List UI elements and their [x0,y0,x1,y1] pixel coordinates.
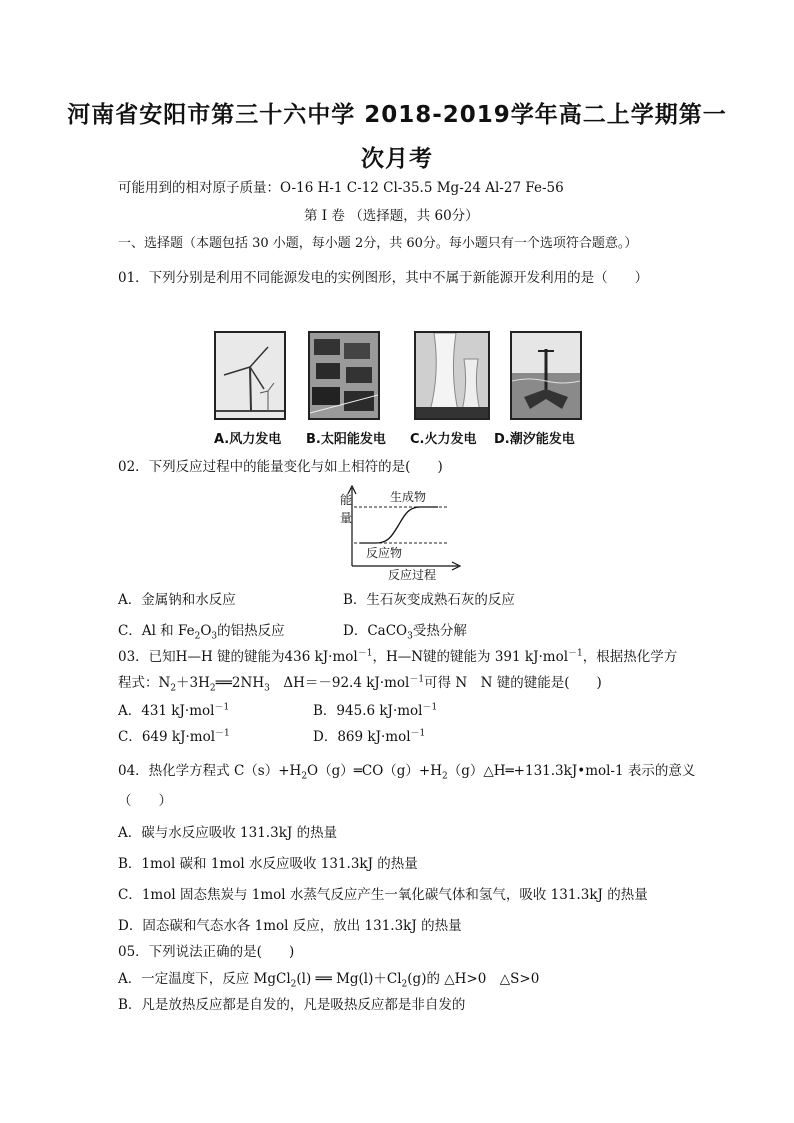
graph-product-label: 生成物 [390,490,427,504]
q04-stem-line1: 04．热化学方程式 $C(s)+H_2O(g)═CO(g)+H_2(g)\triangle H═+131.3kJ•mol-1$ 表示的意义 [118,763,696,782]
section-heading: 一、选择题（本题包括 30 小题，每小题 2分，共 60分。每小题只有一个选项符合题意。） [118,236,638,251]
solar-panel-icon [310,333,378,418]
volume-heading: 第 I 卷 （选择题，共 60分） [304,208,479,224]
q02-option-c: C．Al 和 $Fe_2O_3$的铝热反应 [118,623,285,642]
q01-caption-d: D.潮汐能发电 [494,432,575,447]
wind-turbine-icon [216,333,284,418]
q03-stem-line2: 程式：$N_2+3H_2══2NH_3$ ΔH＝－92.4 kJ·mol$^{-1}$可得 N N 键的键能是( ) [118,674,602,694]
q01-caption-c: C.火力发电 [410,432,477,447]
q02-option-d: D．CaCO$_3$受热分解 [343,623,467,642]
q05-option-b: B．凡是放热反应都是自发的，凡是吸热反应都是非自发的 [118,997,466,1013]
solar-panel-photo [308,331,380,420]
page-title: 河南省安阳市第三十六中学 2018-2019学年高二上学期第一 [67,102,727,128]
q04-option-d: D．固态碳和气态水各 1mol 反应，放出 131.3kJ 的热量 [118,918,462,934]
q04-option-b: B．1mol 碳和 1mol 水反应吸收 131.3kJ 的热量 [118,856,418,872]
graph-ylabel-1: 能 [340,493,353,507]
page-title-continued: 次月考 [361,146,433,172]
q01-caption-b: B.太阳能发电 [306,432,386,447]
tidal-power-photo [510,331,582,420]
wind-turbine-photo [214,331,286,420]
q03-option-b: B．945.6 kJ·mol$^{-1}$ [313,702,438,719]
graph-xlabel: 反应过程 [388,568,437,582]
q03-stem-line1: 03．已知H—H 键的键能为436 kJ·mol$^{-1}$，H—N键的键能为 391 kJ·mol$^{-1}$，根据热化学方 [118,648,678,665]
q01-stem: 01．下列分别是利用不同能源发电的实例图形，其中不属于新能源开发利用的是（ ） [118,270,649,286]
q03-option-c: C．649 kJ·mol$^{-1}$ [118,728,230,745]
q02-option-b: B．生石灰变成熟石灰的反应 [343,592,515,608]
q02-option-a: A．金属钠和水反应 [118,592,236,608]
q04-option-a: A．碳与水反应吸收 131.3kJ 的热量 [118,825,338,841]
q01-caption-a: A.风力发电 [214,432,282,447]
atomic-mass-note: 可能用到的相对原子质量：O-16 H-1 C-12 Cl-35.5 Mg-24 Al-27 Fe-56 [118,180,564,196]
q04-stem-line2: （ ） [118,793,172,809]
graph-reactant-label: 反应物 [366,546,403,560]
q04-option-c: C．1mol 固态焦炭与 1mol 水蒸气反应产生一氧化碳气体和氢气，吸收 131.3kJ 的热量 [118,887,648,903]
q03-option-a: A．431 kJ·mol$^{-1}$ [118,702,230,719]
q05-option-a: A．一定温度下，反应 MgCl$_2$(l) ══ $Mg(l)+Cl_2(g)$的 △H>0 △S>0 [118,971,540,990]
q02-stem: 02．下列反应过程中的能量变化与如上相符的是( ) [118,459,443,475]
q03-option-d: D．869 kJ·mol$^{-1}$ [313,728,426,745]
graph-ylabel-2: 量 [340,511,353,525]
thermal-plant-photo [414,331,490,420]
cooling-tower-icon [416,333,488,418]
q05-stem: 05．下列说法正确的是( ) [118,944,295,960]
tidal-generator-icon [512,333,580,418]
